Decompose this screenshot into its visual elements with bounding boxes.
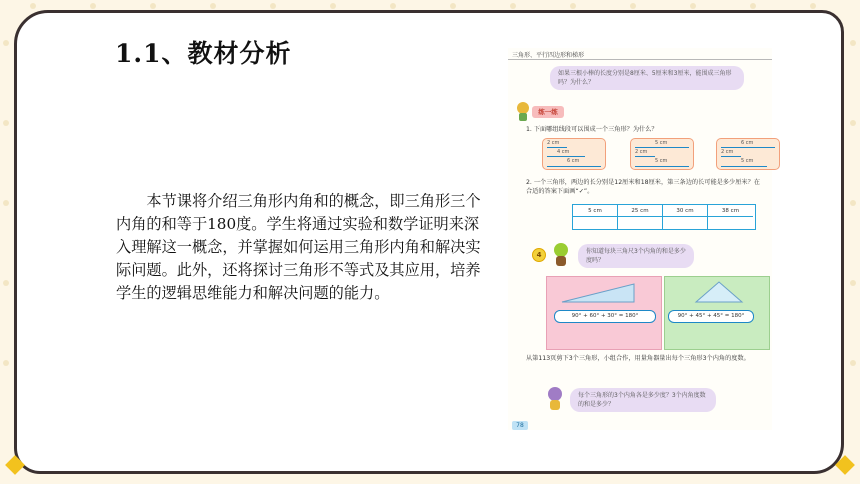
step-number-badge: 4 [532,248,546,262]
segment-group-1: 2 cm 4 cm 6 cm [542,138,606,170]
practice-tag: 练一练 [532,106,564,118]
header-rule [508,59,772,60]
question-2: 2. 一个三角形，两边的长分别是12厘米和18厘米，第三条边的长可能是多少厘米？在合适的答案下面画“✓”。 [526,179,760,195]
page-number: 78 [512,421,528,430]
speech-bubble-middle: 你知道每块三角尺3个内角的和是多少度吗？ [578,244,694,268]
textbook-page-image [508,48,772,430]
set-square-45-icon [694,280,744,306]
textbook-header: 三角形、平行四边形和梯形 [512,52,585,59]
speech-bubble-top: 如果三根小棒的长度分别是8厘米、5厘米和3厘米，能围成三角形吗？为什么？ [550,66,744,90]
slide-paragraph: 本节课将介绍三角形内角和的概念，即三角形三个内角的和等于180度。学生将通过实验和数学证明来深入理解这一概念，并掌握如何运用三角形内角和解决实际问题。此外，还将探讨三角形不等式及其应用，培养学生的逻辑思维能力和解决问题的能力。 [116,192,481,302]
question-1: 1. 下面哪组线段可以围成一个三角形？为什么？ [526,126,658,133]
segment-group-3: 6 cm 2 cm 5 cm [716,138,780,170]
cartoon-character-icon-2 [550,240,572,268]
segment-group-2: 5 cm 2 cm 5 cm [630,138,694,170]
cartoon-character-icon-3 [544,384,566,412]
speech-bubble-bottom: 每个三角形的3个内角各是多少度？3个内角度数的和是多少？ [570,388,716,412]
cartoon-character-icon [514,100,532,122]
equation-45-45-90: 90° + 45° + 45° = 180° [668,310,754,323]
slide-title: 1.1、教材分析 [115,39,292,68]
equation-30-60-90: 90° + 60° + 30° = 180° [554,310,656,323]
answer-table: 5 cm 25 cm 30 cm 38 cm [572,204,756,230]
question-3: 从第113页剪下3个三角形，小组合作，用量角器量出每个三角形3个内角的度数。 [526,355,750,362]
set-square-30-60-icon [558,280,638,306]
